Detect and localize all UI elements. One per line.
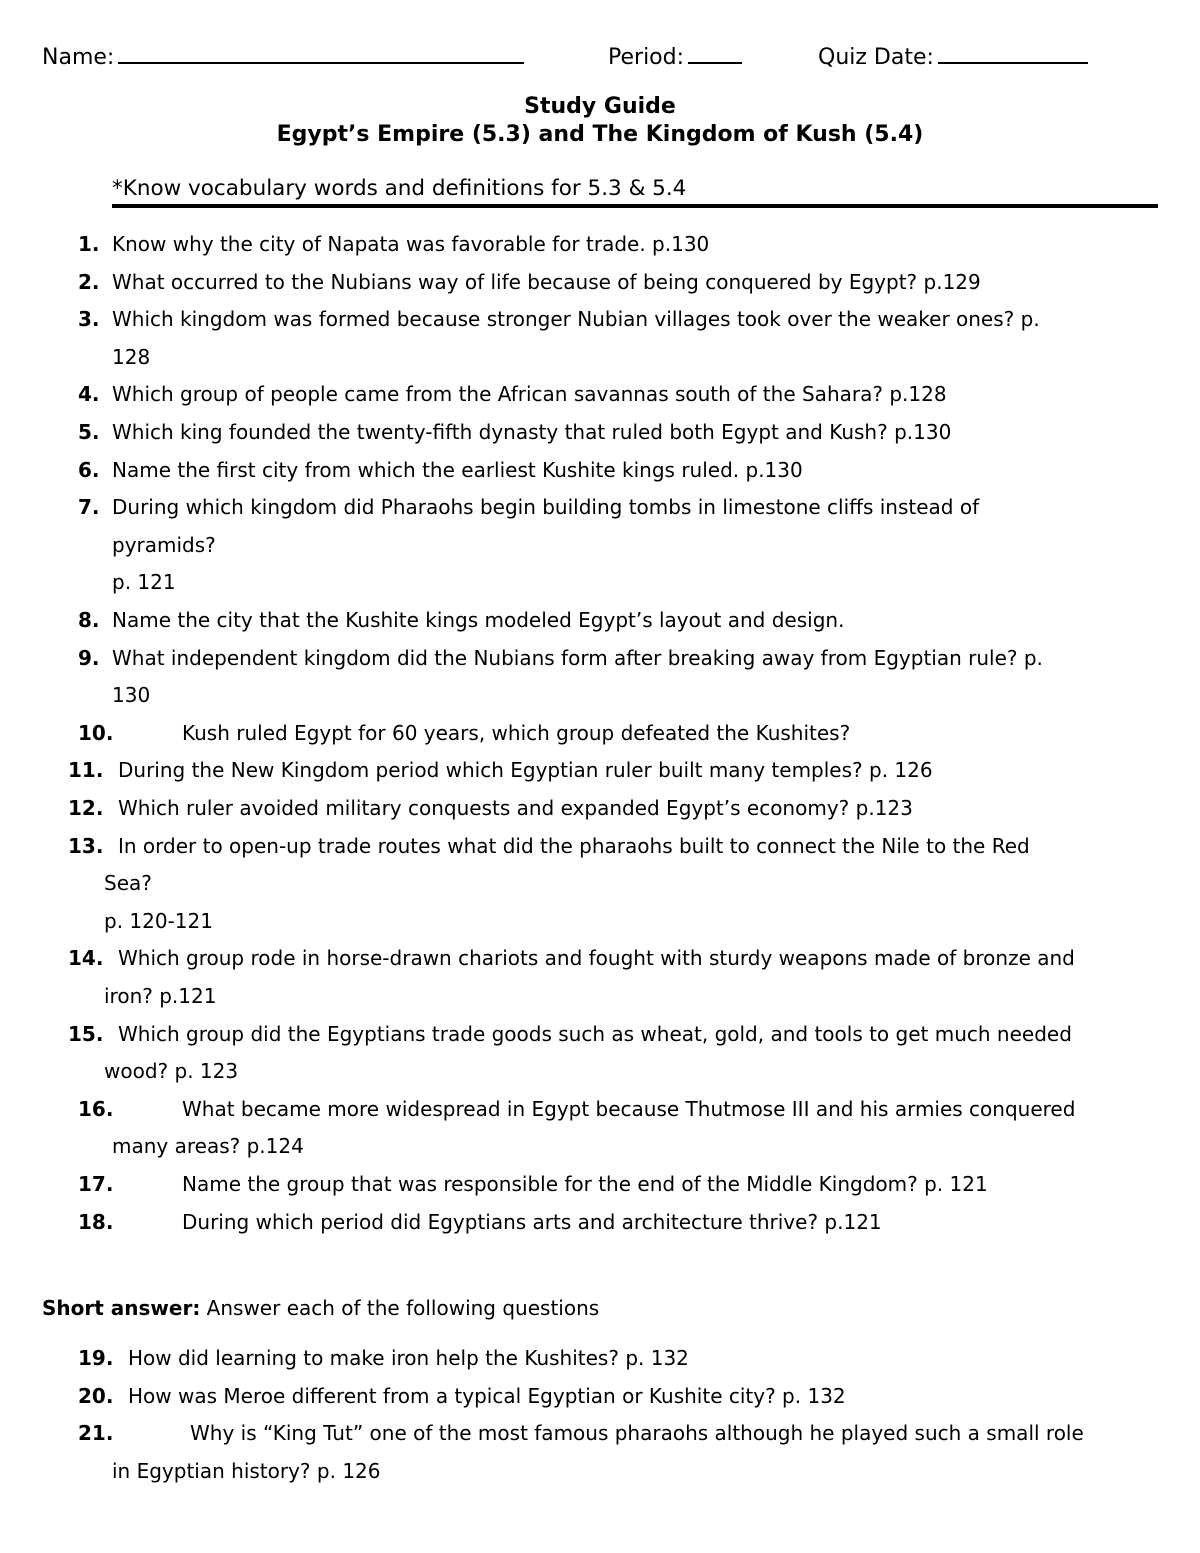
question-number: 13. <box>68 833 104 858</box>
divider <box>112 204 1158 208</box>
question-number: 9. <box>78 645 100 670</box>
question-number: 5. <box>78 420 100 444</box>
question-text: Know why the city of Napata was favorable for trade. p.130 <box>112 232 710 256</box>
vocab-note: *Know vocabulary words and definitions for 5.3 & 5.4 <box>112 176 687 201</box>
question-text: Which ruler avoided military conquests and expanded Egypt’s economy? p.123 <box>118 796 913 820</box>
question-text: During which period did Egyptians arts and architecture thrive? p.121 <box>182 1209 882 1234</box>
page-title: Study Guide <box>524 94 676 119</box>
question-text: Kush ruled Egypt for 60 years, which group defeated the Kushites? <box>182 720 851 745</box>
quiz-date-field <box>818 42 1088 73</box>
question-text: Which kingdom was formed because stronger Nubian villages took over the weaker ones? p. <box>112 307 1040 332</box>
short-question-number: 20. <box>78 1383 114 1408</box>
question-number: 16. <box>78 1096 114 1121</box>
name-blank[interactable] <box>118 42 524 64</box>
name-label: Name: <box>42 45 115 70</box>
question-number: 4. <box>78 382 100 407</box>
question-text: Which king founded the twenty-fifth dynasty that ruled both Egypt and Kush? p.130 <box>112 420 952 444</box>
period-field <box>608 42 742 73</box>
question-text: Name the city that the Kushite kings modeled Egypt’s layout and design. <box>112 608 845 632</box>
question-text: Name the group that was responsible for the end of the Middle Kingdom? p. 121 <box>182 1172 988 1196</box>
question-text: p. 121 <box>112 570 176 595</box>
question-number: 18. <box>78 1209 114 1234</box>
question-text: In order to open-up trade routes what did the pharaohs built to connect the Nile to the Red <box>118 833 1030 858</box>
question-number: 10. <box>78 720 114 745</box>
short-answer-heading <box>42 1294 599 1322</box>
question-text: Sea? <box>104 871 152 896</box>
question-number: 6. <box>78 457 100 482</box>
question-text: wood? p. 123 <box>104 1059 239 1084</box>
page-subtitle: Egypt’s Empire (5.3) and The Kingdom of Kush (5.4) <box>276 122 924 147</box>
short-answer-label: Short answer: <box>42 1296 201 1320</box>
question-text: Which group did the Egyptians trade goods such as wheat, gold, and tools to get much needed <box>118 1021 1072 1046</box>
question-text: During which kingdom did Pharaohs begin building tombs in limestone cliffs instead of <box>112 495 980 520</box>
question-text: Which group rode in horse-drawn chariots and fought with sturdy weapons made of bronze and <box>118 946 1075 971</box>
question-number: 7. <box>78 495 100 520</box>
question-text: pyramids? <box>112 532 216 557</box>
quiz-date-blank[interactable] <box>938 42 1088 64</box>
question-text: Which group of people came from the African savannas south of the Sahara? p.128 <box>112 382 947 407</box>
period-label: Period: <box>608 45 685 70</box>
question-number: 14. <box>68 946 104 971</box>
question-number: 12. <box>68 796 104 820</box>
question-text: What occurred to the Nubians way of life because of being conquered by Egypt? p.129 <box>112 269 981 294</box>
question-number: 17. <box>78 1172 114 1196</box>
question-number: 11. <box>68 758 104 783</box>
question-text: Name the first city from which the earliest Kushite kings ruled. p.130 <box>112 457 803 482</box>
question-text: iron? p.121 <box>104 984 217 1008</box>
question-number: 3. <box>78 307 100 332</box>
short-question-number: 19. <box>78 1346 114 1370</box>
short-question-text: How did learning to make iron help the Kushites? p. 132 <box>128 1346 689 1370</box>
question-number: 15. <box>68 1021 104 1046</box>
short-question-text: Why is “King Tut” one of the most famous pharaohs although he played such a small role <box>190 1421 1084 1446</box>
question-text: During the New Kingdom period which Egyptian ruler built many temples? p. 126 <box>118 758 933 783</box>
short-question-number: 21. <box>78 1421 114 1446</box>
question-number: 2. <box>78 269 100 294</box>
short-answer-instruction: Answer each of the following questions <box>200 1296 600 1320</box>
short-question-text: in Egyptian history? p. 126 <box>112 1458 381 1483</box>
question-text: 128 <box>112 344 151 369</box>
question-text: many areas? p.124 <box>112 1134 304 1159</box>
period-blank[interactable] <box>688 42 742 64</box>
quiz-date-label: Quiz Date: <box>818 45 934 70</box>
question-text: p. 120-121 <box>104 908 213 933</box>
question-number: 1. <box>78 232 100 256</box>
question-number: 8. <box>78 608 100 632</box>
name-field <box>42 42 524 73</box>
question-text: What became more widespread in Egypt because Thutmose III and his armies conquered <box>182 1096 1076 1121</box>
question-text: What independent kingdom did the Nubians form after breaking away from Egyptian rule? p. <box>112 645 1043 670</box>
question-text: 130 <box>112 683 151 708</box>
short-question-text: How was Meroe different from a typical Egyptian or Kushite city? p. 132 <box>128 1383 846 1408</box>
